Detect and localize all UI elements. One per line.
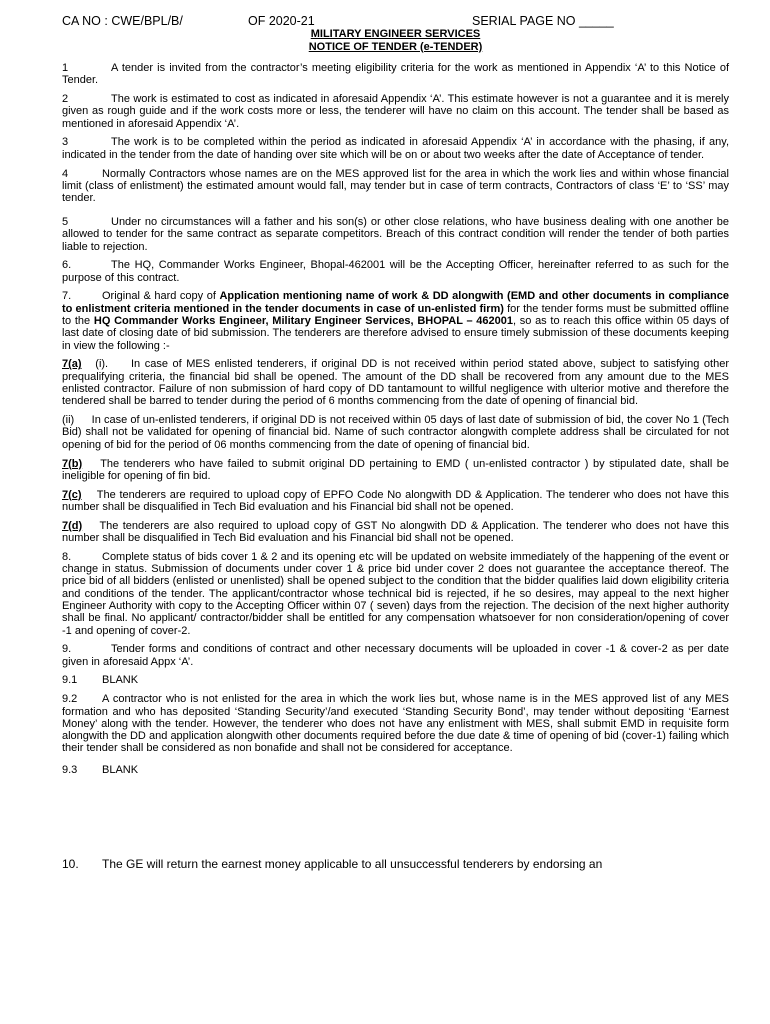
para-7d: 7(d) The tenderers are also required to upload copy of GST No alongwith DD & Application. The tenderer who does not have this number shall be disqualified in Tech Bid evaluation and his Financial bid shall not be opened. <box>62 519 729 544</box>
para-7b: 7(b) The tenderers who have failed to submit original DD pertaining to EMD ( un-enlisted contractor ) by stipulated date, shall be ineligible for opening of fin bid. <box>62 457 729 482</box>
title-organisation: MILITARY ENGINEER SERVICES <box>310 28 481 40</box>
ca-number: CA NO : CWE/BPL/B/ <box>62 14 183 28</box>
para-3: 3 The work is to be completed within the period as indicated in aforesaid Appendix ‘A’ in accordance with the phasing, if any, indicated in the tender from the date of handing over site which will be on or about two weeks after the date of Acceptance of tender. <box>62 136 729 161</box>
para-7: 7. Original & hard copy of Application mentioning name of work & DD alongwith (EMD and other documents in compliance to enlistment criteria mentioned in the tender documents in case of un-enlisted firm) for the tender forms must be submitted offline to the HQ Commander Works Engineer, Military Engineer Services, BHOPAL – 462001, so as to reach this office within 05 days of last date of closing date of bid submission. The tenderers are therefore advised to ensure timely submission of these documents keeping in view the following :- <box>62 290 729 352</box>
para-6: 6. The HQ, Commander Works Engineer, Bhopal-462001 will be the Accepting Officer, hereinafter referred to as such for the purpose of this contract. <box>62 259 729 284</box>
para-7a-i: 7(a) (i). In case of MES enlisted tenderers, if original DD is not received within period stated above, subject to satisfying other prequalifying criteria, the financial bid shall be opened. The amount of the DD shall be recovered from any amount due to the MES enlisted contractor. Failure of non submission of hard copy of DD tantamount to willful negligence with ulterior motive and therefore the tendered shall be barred to tender during the period of 6 months commencing from the date of opening of financial bid. <box>62 358 729 408</box>
para-9-3: 9.3 BLANK <box>62 763 139 776</box>
para-4: 4 Normally Contractors whose names are on the MES approved list for the area in which the work lies and within whose financial limit (class of enlistment) the estimated amount would fall, may tender but in case of term contracts, Contractors of class ‘E’ to ‘SS’ may tender. <box>62 167 729 205</box>
financial-year: OF 2020-21 <box>248 14 315 28</box>
document-header <box>62 14 729 28</box>
para-10: 10. The GE will return the earnest money applicable to all unsuccessful tenderers by endorsing an <box>62 856 603 871</box>
para-1: 1 A tender is invited from the contractor’s meeting eligibility criteria for the work as mentioned in Appendix ‘A’ to this Notice of Tender. <box>62 62 729 87</box>
para-7c: 7(c) The tenderers are required to upload copy of EPFO Code No alongwith DD & Application. The tenderer who does not have this number shall be disqualified in Tech Bid evaluation and his Financial bid shall not be opened. <box>62 488 729 513</box>
para-9-1: 9.1 BLANK <box>62 674 139 687</box>
para-5: 5 Under no circumstances will a father and his son(s) or other close relations, who have business dealing with one another be allowed to tender for the same contract as separate competitors. Breach of this contract condition will render the tender of both parties liable to rejection. <box>62 215 729 253</box>
title-notice: NOTICE OF TENDER (e-TENDER) <box>308 40 483 53</box>
para-8: 8. Complete status of bids cover 1 & 2 and its opening etc will be updated on website immediately of the happening of the event or change in status. Submission of documents under cover 1 & price bid under cover 2 does not guarantee the acceptance thereof. The price bid of all bidders (enlisted or unenlisted) shall be opened subject to the condition that the bidder qualifies laid down eligibility criteria and conditions of the tender. The applicant/contractor whose technical bid is rejected, if he so desires, may appeal to the next higher Engineer Authority with copy to the Accepting Officer within 07 ( seven) days from the rejection. The decision of the next higher authority shall be final. No applicant/ contractor/bidder shall be entitled for any compensation whatsoever for non consideration/opening of cover -1 and opening of cover-2. <box>62 550 729 637</box>
para-9-2: 9.2 A contractor who is not enlisted for the area in which the work lies but, whose name is in the MES approved list of any MES formation and who has deposited ‘Standing Security’/and executed ‘Standing Security Bond’, may tender without depositing ‘Earnest Money’ along with the tender. However, the tenderer who does not have any enlistment with MES, shall submit EMD in requisite form alongwith the DD and application alongwith other documents required before the due date & time of opening of bid (cover-1) failing which their tender shall be considered as non bonafide and shall not be considered for acceptance. <box>62 693 729 755</box>
para-9: 9. Tender forms and conditions of contract and other necessary documents will be uploaded in cover -1 & cover-2 as per date given in aforesaid Appx ‘A’. <box>62 643 729 668</box>
para-7a-ii: (ii) In case of un-enlisted tenderers, if original DD is not received within 05 days of last date of submission of bid, the cover No 1 (Tech Bid) shall not be validated for opening of financial bid. Name of such contractor alongwith complete address shall be circulated for not opening of bid for the period of 06 months commencing from the date of opening of financial bid. <box>62 414 729 451</box>
serial-page-number: SERIAL PAGE NO _____ <box>472 14 614 28</box>
para-2: 2 The work is estimated to cost as indicated in aforesaid Appendix ‘A’. This estimate however is not a guarantee and it is merely given as rough guide and if the work costs more or less, the tenderer will have no claim on this account. The tender shall be based as mentioned in aforesaid Appendix ‘A’. <box>62 93 729 130</box>
